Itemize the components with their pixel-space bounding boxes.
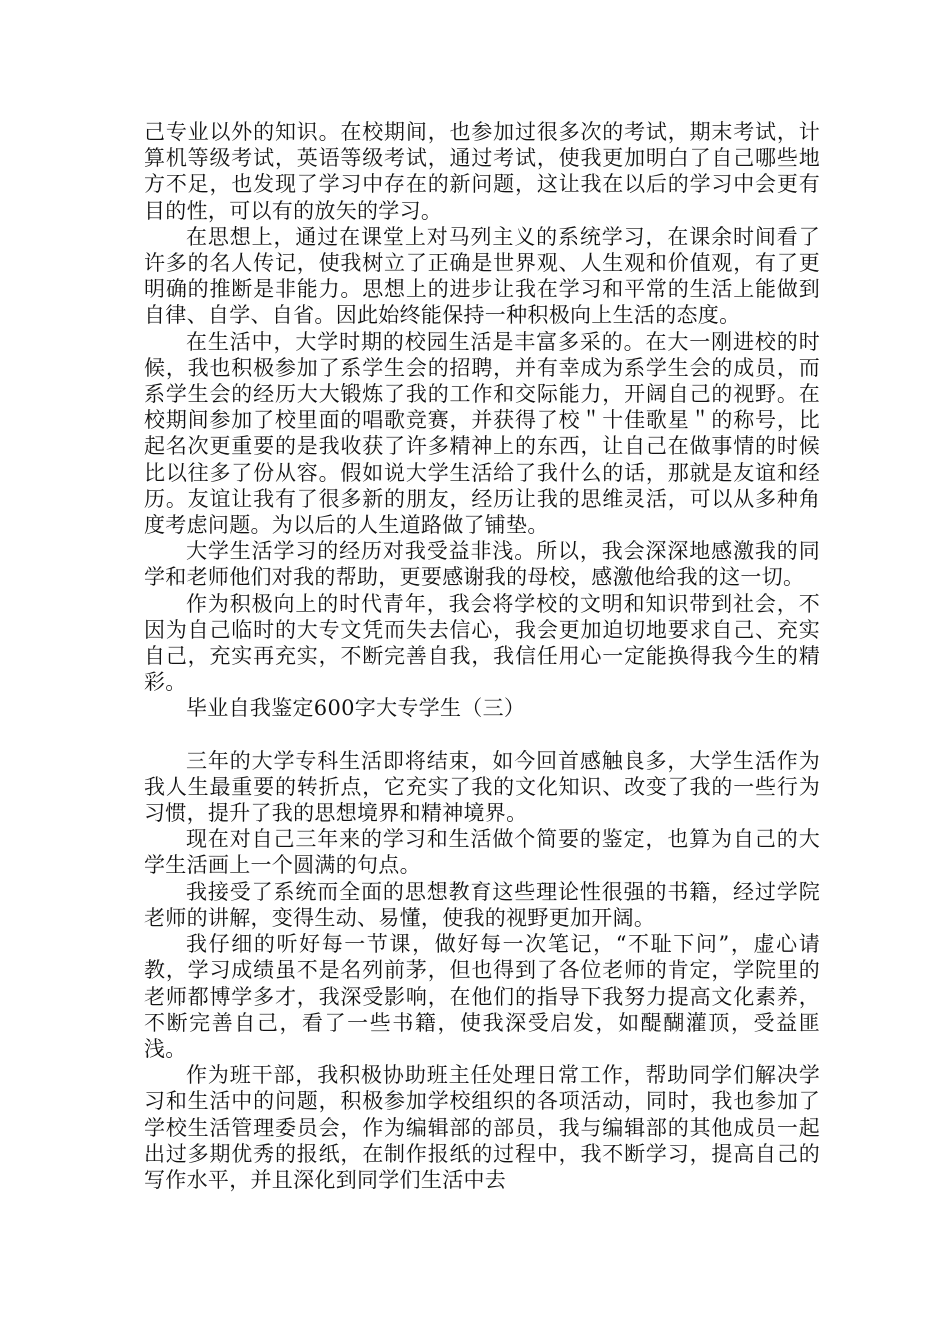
paragraph-summary: 现在对自己三年来的学习和生活做个简要的鉴定，也算为自己的大学生活画上一个圆满的句点。 xyxy=(144,827,820,878)
paragraph-class-cadre: 作为班干部，我积极协助班主任处理日常工作，帮助同学们解决学习和生活中的问题，积极参加学校组织的各项活动，同时，我也参加了学校生活管理委员会，作为编辑部的部员，我与编辑部的其他成员一起出过多期优秀的报纸，在制作报纸的过程中，我不断学习，提高自己的写作水平，并且深化到同学们生活中去 xyxy=(144,1063,820,1192)
paragraph-continuation: 己专业以外的知识。在校期间，也参加过很多次的考试，期末考试，计算机等级考试，英语等级考试，通过考试，使我更加明白了自己哪些地方不足，也发现了学习中存在的新问题，这让我在以后的学习中会更有目的性，可以有的放矢的学习。 xyxy=(144,120,820,223)
paragraph-future: 作为积极向上的时代青年，我会将学校的文明和知识带到社会，不因为自己临时的大专文凭而失去信心，我会更加迫切地要求自己、充实自己，充实再充实，不断完善自我，我信任用心一定能换得我今生的精彩。 xyxy=(144,591,820,695)
paragraph-ideology: 在思想上，通过在课堂上对马列主义的系统学习，在课余时间看了许多的名人传记，使我树立了正确是世界观、人生观和价值观，有了更明确的推断是非能力。思想上的进步让我在学习和平常的生活上能做到自律、自学、自省。因此始终能保持一种积极向上生活的态度。 xyxy=(144,224,820,328)
paragraph-study: 我仔细的听好每一节课，做好每一次笔记，“不耻下问”，虚心请教，学习成绩虽不是名列前茅，但也得到了各位老师的肯定，学院里的老师都博学多才，我深受影响，在他们的指导下我努力提高文化素养，不断完善自己，看了一些书籍，使我深受启发，如醍醐灌顶，受益匪浅。 xyxy=(144,932,820,1061)
paragraph-education: 我接受了系统而全面的思想教育这些理论性很强的书籍，经过学院老师的讲解，变得生动、易懂，使我的视野更加开阔。 xyxy=(144,879,820,930)
paragraph-intro: 三年的大学专科生活即将结束，如今回首感触良多，大学生活作为我人生最重要的转折点，它充实了我的文化知识、改变了我的一些行为习惯，提升了我的思想境界和精神境界。 xyxy=(144,748,820,826)
paragraph-gratitude: 大学生活学习的经历对我受益非浅。所以，我会深深地感激我的同学和老师他们对我的帮助，更要感谢我的母校，感激他给我的这一切。 xyxy=(144,539,820,590)
document-page xyxy=(144,119,820,1193)
blank-line xyxy=(144,722,820,748)
section-heading: 毕业自我鉴定600字大专学生（三） xyxy=(186,696,526,721)
paragraph-campus-life: 在生活中，大学时期的校园生活是丰富多采的。在大一刚进校的时候，我也积极参加了系学生会的招聘，并有幸成为系学生会的成员，而系学生会的经历大大锻炼了我的工作和交际能力，开阔自己的视野。在校期间参加了校里面的唱歌竞赛，并获得了校＂十佳歌星＂的称号，比起名次更重要的是我收获了许多精神上的东西，让自己在做事情的时候比以往多了份从容。假如说大学生活给了我什么的话，那就是友谊和经历。友谊让我有了很多新的朋友，经历让我的思维灵活，可以从多种角度考虑问题。为以后的人生道路做了铺垫。 xyxy=(144,329,820,538)
